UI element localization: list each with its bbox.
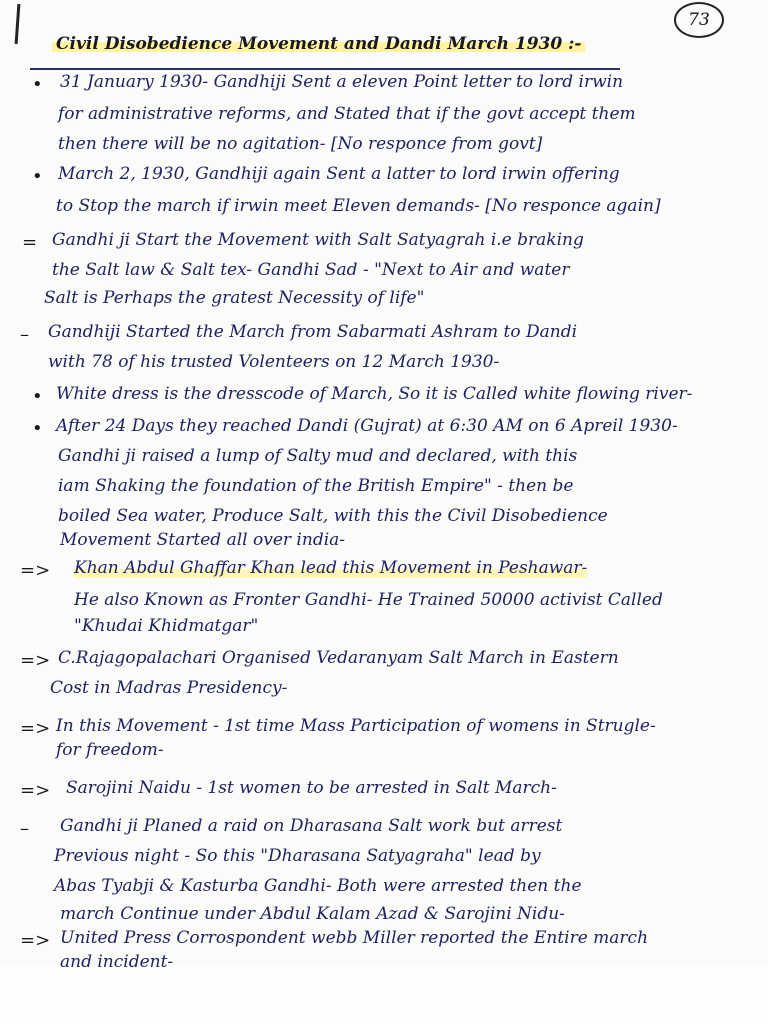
line-marker: => <box>20 930 51 951</box>
note-line: Salt is Perhaps the gratest Necessity of life" <box>44 288 425 308</box>
page-title: Civil Disobedience Movement and Dandi March 1930 :- <box>52 34 585 54</box>
line-marker: => <box>20 560 51 581</box>
note-line: march Continue under Abdul Kalam Azad & Sarojini Nidu- <box>60 904 565 924</box>
note-line: March 2, 1930, Gandhiji again Sent a latter to lord irwin offering <box>58 164 620 184</box>
note-line: After 24 Days they reached Dandi (Gujrat) at 6:30 AM on 6 Apreil 1930- <box>56 416 678 436</box>
line-marker: • <box>32 74 43 95</box>
note-line: C.Rajagopalachari Organised Vedaranyam Salt March in Eastern <box>58 648 619 668</box>
line-marker: • <box>32 418 43 439</box>
note-line: Khan Abdul Ghaffar Khan lead this Movement in Peshawar- <box>74 558 588 578</box>
note-line: and incident- <box>60 952 174 972</box>
line-marker: • <box>32 386 43 407</box>
note-line: for freedom- <box>56 740 164 760</box>
note-line: the Salt law & Salt tex- Gandhi Sad - "Next to Air and water <box>52 260 570 280</box>
note-line: to Stop the march if irwin meet Eleven demands- [No responce again] <box>56 196 661 216</box>
note-line: Gandhi ji Start the Movement with Salt Satyagrah i.e braking <box>52 230 584 250</box>
line-marker: => <box>20 780 51 801</box>
note-line: iam Shaking the foundation of the British Empire" - then be <box>58 476 574 496</box>
line-marker: = <box>22 232 38 253</box>
note-line: In this Movement - 1st time Mass Participation of womens in Strugle- <box>56 716 656 736</box>
line-marker: – <box>20 818 29 839</box>
note-line: 31 January 1930- Gandhiji Sent a eleven Point letter to lord irwin <box>60 72 624 92</box>
note-line: then there will be no agitation- [No responce from govt] <box>58 134 543 154</box>
note-line: Gandhiji Started the March from Sabarmati Ashram to Dandi <box>48 322 578 342</box>
line-marker: • <box>32 166 43 187</box>
line-marker: => <box>20 650 51 671</box>
note-line: for administrative reforms, and Stated that if the govt accept them <box>58 104 636 124</box>
note-line: "Khudai Khidmatgar" <box>74 616 259 636</box>
note-line: Movement Started all over india- <box>60 530 346 550</box>
note-line: boiled Sea water, Produce Salt, with this the Civil Disobedience <box>58 506 608 526</box>
line-marker: – <box>20 324 29 345</box>
note-line: White dress is the dresscode of March, So it is Called white flowing river- <box>56 384 693 404</box>
note-line: Cost in Madras Presidency- <box>50 678 288 698</box>
note-line: with 78 of his trusted Volenteers on 12 March 1930- <box>48 352 500 372</box>
page-number: 73 <box>674 2 724 38</box>
note-line: United Press Corrospondent webb Miller reported the Entire march <box>60 928 649 948</box>
note-line: Abas Tyabji & Kasturba Gandhi- Both were arrested then the <box>54 876 582 896</box>
line-marker: => <box>20 718 51 739</box>
note-line: Gandhi ji Planed a raid on Dharasana Salt work but arrest <box>60 816 563 836</box>
title-underline <box>30 68 620 70</box>
note-line: Gandhi ji raised a lump of Salty mud and declared, with this <box>58 446 578 466</box>
note-line: Sarojini Naidu - 1st women to be arrested in Salt March- <box>66 778 557 798</box>
note-line: He also Known as Fronter Gandhi- He Trained 50000 activist Called <box>74 590 663 610</box>
note-line: Previous night - So this "Dharasana Satyagraha" lead by <box>54 846 541 866</box>
